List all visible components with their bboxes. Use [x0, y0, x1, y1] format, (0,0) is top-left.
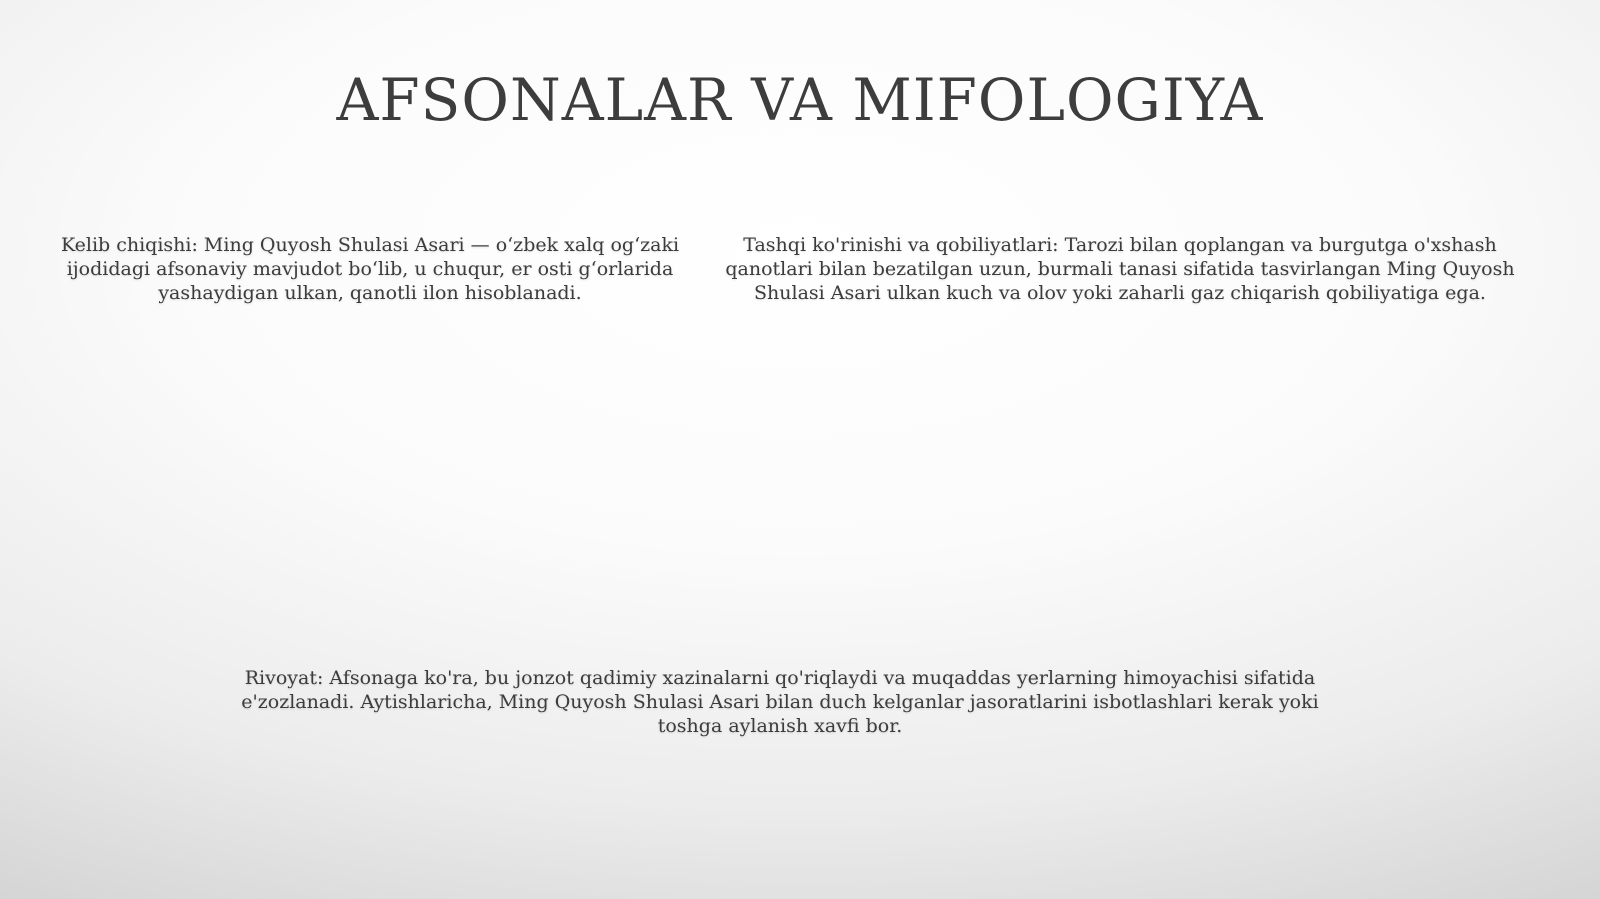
- origin-text-box: Kelib chiqishi: Ming Quyosh Shulasi Asari — o‘zbek xalq og‘zaki ijodidagi afsonaviy mavjudot bo‘lib, u chuqur, er osti g‘orlarida yashaydigan ulkan, qanotli ilon hisoblanadi.: [60, 234, 680, 304]
- appearance-text-box: Tashqi ko'rinishi va qobiliyatlari: Tarozi bilan qoplangan va burgutga o'xshash qanotlari bilan bezatilgan uzun, burmali tanasi sifatida tasvirlangan Ming Quyosh Shulasi Asari ulkan kuch va olov yoki zaharli gaz chiqarish qobiliyatiga ega.: [725, 234, 1515, 304]
- slide-title: AFSONALAR VA MIFOLOGIYA: [336, 66, 1264, 134]
- legend-text-box: Rivoyat: Afsonaga ko'ra, bu jonzot qadimiy xazinalarni qo'riqlaydi va muqaddas yerlarning himoyachisi sifatida e'zozlanadi. Aytishlaricha, Ming Quyosh Shulasi Asari bilan duch kelganlar jasoratlarini isbotlashlari kerak yoki toshga aylanish xavfi bor.: [241, 667, 1319, 737]
